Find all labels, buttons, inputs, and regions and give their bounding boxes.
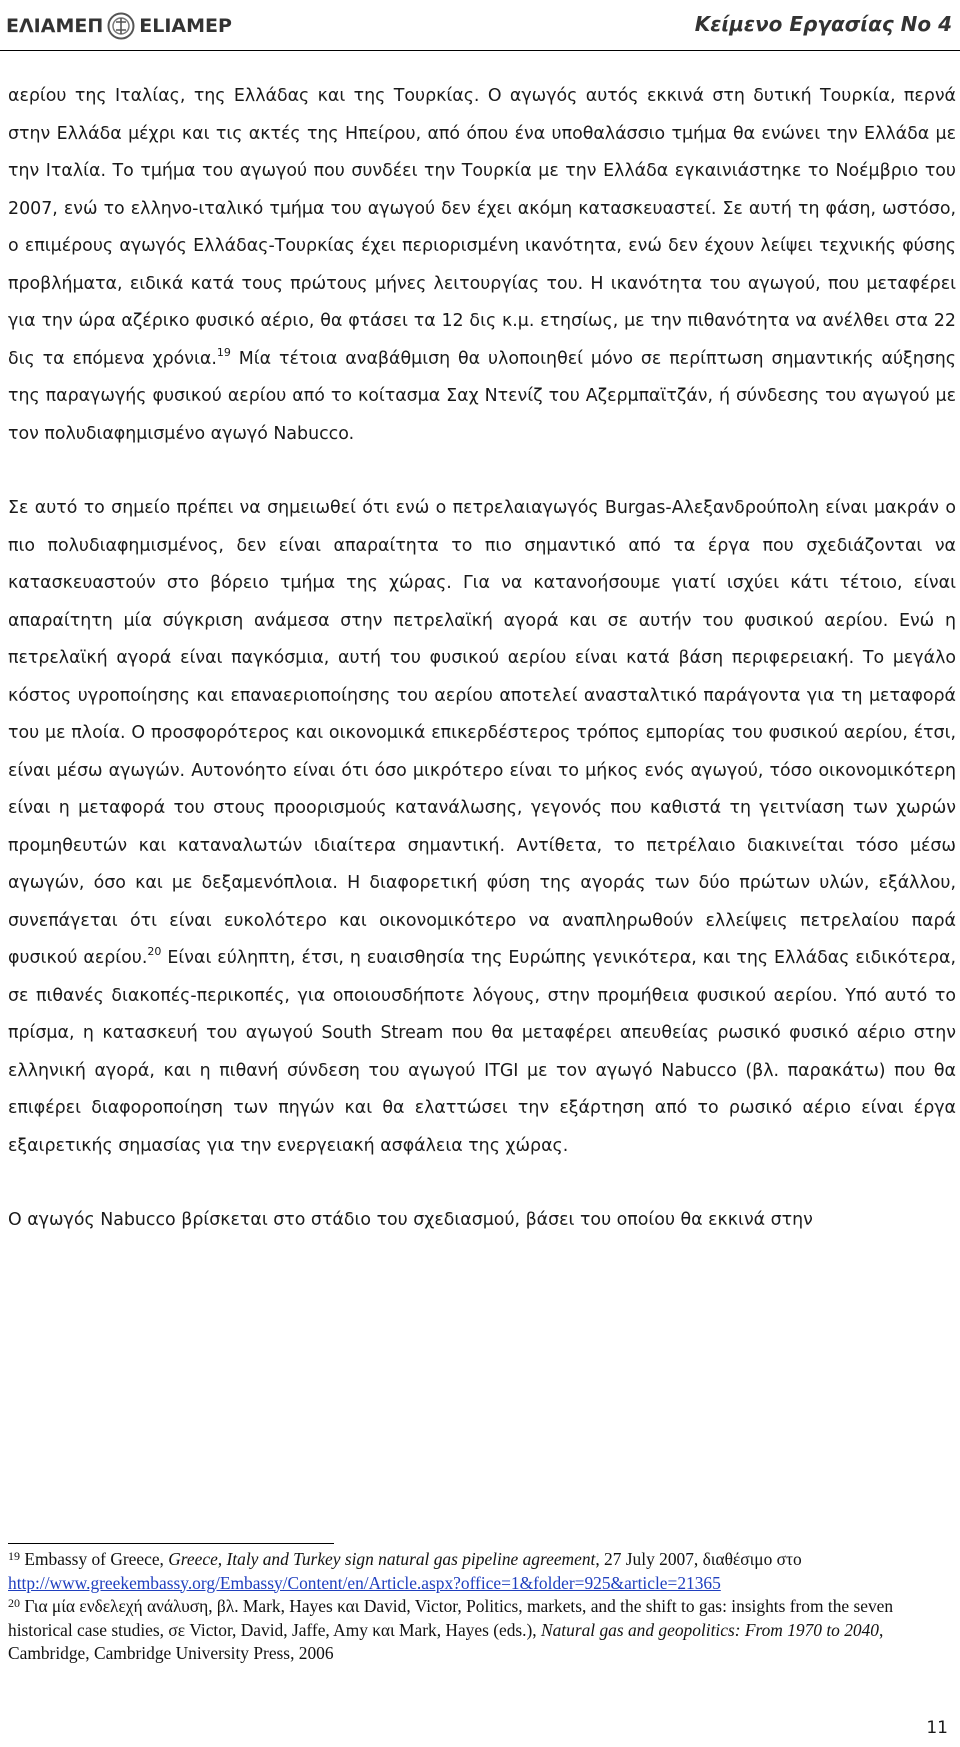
footnote-ref-20[interactable]: 20 (147, 945, 162, 958)
footnote-20-title: Natural gas and geopolitics: From 1970 to 2040 (541, 1619, 880, 1640)
paragraph-1 (8, 78, 956, 453)
footnote-19-title: Greece, Italy and Turkey sign natural gas pipeline agreement (168, 1549, 596, 1569)
footnote-19-text-a: Embassy of Greece, (20, 1549, 169, 1569)
footnote-20 (8, 1595, 956, 1666)
page-number: 11 (926, 1718, 948, 1738)
footnote-20-mark: 20 (8, 1596, 20, 1610)
footnote-19 (8, 1548, 956, 1595)
footnote-ref-19[interactable]: 19 (216, 345, 231, 359)
logo-text-greek: ΕΛΙΑΜΕΠ (6, 15, 104, 37)
paragraph-1-text-a: αερίου της Ιταλίας, της Ελλάδας και της Τουρκίας. Ο αγωγός αυτός εκκινά στη δυτική Τουρκία, περνά στην Ελλάδα μέχρι και τις ακτές της Ηπείρου, από όπου ένα υποθαλάσσιο τμήμα θα ενώνει την Ελλάδα με την Ιταλία. Το τμήμα του αγωγού που συνδέει την Τουρκία με την Ελλάδα εγκαινιάστηκε το Νοέμβριο του 2007, ενώ το ελληνο-ιταλικό τμήμα του αγωγού δεν έχει ακόμη κατασκευαστεί. Σε αυτή τη φάση, ωστόσο, ο επιμέρους αγωγός Ελλάδας-Τουρκίας έχει περιορισμένη ικανότητα, ενώ δεν έχουν λείψει τεχνικής φύσης προβλήματα, ειδικά κατά τους πρώτους μήνες λειτουργίας του. Η ικανότητα του αγωγού, που μεταφέρει για την ώρα αζέρικο φυσικό αέριο, θα φτάσει τα 12 δις κ.μ. ετησίως, με την πιθανότητα να ανέλθει στα 22 δις τα επόμενα χρόνια. (8, 86, 956, 369)
logo-text-latin: ELIAMEP (139, 15, 232, 37)
footnote-19-link[interactable]: http://www.greekembassy.org/Embassy/Content/en/Article.aspx?office=1&folder=925&article=21365 (8, 1572, 721, 1593)
eliamep-seal-icon (107, 12, 135, 40)
paragraph-2 (8, 490, 956, 1165)
footnote-divider (8, 1543, 334, 1544)
footnote-19-text-b: , 27 July 2007, διαθέσιμο στο (595, 1549, 802, 1569)
paragraph-2-text-a: Σε αυτό το σημείο πρέπει να σημειωθεί ότι ενώ ο πετρελαιαγωγός Burgas-Αλεξανδρούπολη είναι μακράν ο πιο πολυδιαφημισμένος, δεν είναι απαραίτητα το πιο σημαντικό από τα έργα που σχεδιάζονται να κατασκευαστούν στο βόρειο τμήμα της χώρας. Για να κατανοήσουμε γιατί ισχύει κάτι τέτοιο, είναι απαραίτητη μία σύγκριση ανάμεσα στην πετρελαϊκή αγορά και σε αυτήν του φυσικού αερίου. Ενώ η πετρελαϊκή αγορά είναι παγκόσμια, αυτή του φυσικού αερίου είναι κατά βάση περιφερειακή. Το μεγάλο κόστος υγροποίησης και επαναεριοποίησης του αερίου αποτελεί ανασταλτικό παράγοντα για τη μεταφορά του με πλοία. Ο προσφορότερος και οικονομικά επικερδέστερος τρόπος εμπορίας του φυσικού αερίου, έτσι, είναι μέσω αγωγών. Αυτονόητο είναι ότι όσο μικρότερο είναι το μήκος ενός αγωγού, τόσο οικονομικότερη είναι η μεταφορά του στους προορισμούς κατανάλωσης, γεγονός που καθιστά τη γειτνίαση των χωρών προμηθευτών και καταναλωτών ιδιαίτερα σημαντική. Αντίθετα, το πετρέλαιο διακινείται τόσο μέσω αγωγών, όσο και με δεξαμενόπλοια. Η διαφορετική φύση της αγοράς των δύο πρώτων υλών, εξάλλου, συνεπάγεται ότι είναι ευκολότερο και οικονομικότερο να αναπληρωθούν ελλείψεις πετρελαίου παρά φυσικού αερίου. (8, 498, 956, 968)
footnote-20-text-b: , Cambridge, Cambridge University Press, 2006 (8, 1619, 884, 1663)
paragraph-3: Ο αγωγός Nabucco βρίσκεται στο στάδιο του σχεδιασμού, βάσει του οποίου θα εκκινά στην (8, 1210, 813, 1230)
paragraph-2-text-b: Είναι εύληπτη, έτσι, η ευαισθησία της Ευρώπης γενικότερα, και της Ελλάδας ειδικότερα, σε πιθανές διακοπές-περικοπές, για οποιουσδήποτε λόγους, στην προμήθεια φυσικού αερίου. Υπό αυτό το πρίσμα, η κατασκευή του αγωγού South Stream που θα μεταφέρει απευθείας ρωσικό φυσικό αέριο στην ελληνική αγορά, και η πιθανή σύνδεση του αγωγού ITGI με τον αγωγό Nabucco (βλ. παρακάτω) που θα επιφέρει διαφοροποίηση των πηγών και θα ελαττώσει την εξάρτηση από το ρωσικό αέριο είναι έργα εξαιρετικής σημασίας για την ενεργειακή ασφάλεια της χώρας. (8, 948, 956, 1156)
footnote-20-text-a: Για μία ενδελεχή ανάλυση, βλ. Mark, Hayes και David, Victor, Politics, markets, and the shift to gas: insights from the seven historical case studies, σε Victor, David, Jaffe, Amy και Mark, Hayes (eds.), (8, 1596, 894, 1640)
main-text (8, 78, 956, 1240)
eliamep-logo (6, 10, 232, 42)
header-divider (0, 50, 960, 51)
document-title: Κείμενο Εργασίας Νο 4 (694, 12, 952, 36)
page-header (0, 0, 960, 50)
paragraph-1-text-b: Μία τέτοια αναβάθμιση θα υλοποιηθεί μόνο σε περίπτωση σημαντικής αύξησης της παραγωγής φυσικού αερίου από το κοίτασμα Σαχ Ντενίζ του Αζερμπαϊτζάν, ή σύνδεσης του αγωγού με τον πολυδιαφημισμένο αγωγό Nabucco. (8, 348, 956, 444)
footnotes (8, 1548, 956, 1666)
footnote-19-mark: 19 (8, 1549, 20, 1563)
